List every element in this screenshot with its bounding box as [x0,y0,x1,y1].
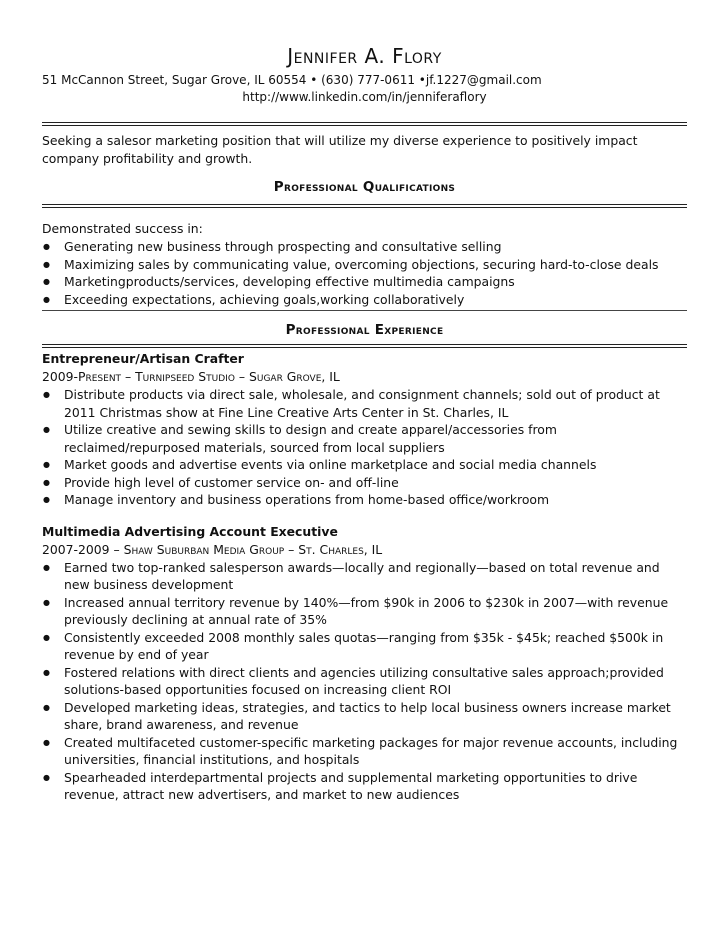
resume-page [42,0,687,804]
job-title: Multimedia Advertising Account Executive [42,523,338,539]
list-item: ● Market goods and advertise events via online marketplace and social media channels [42,456,687,474]
list-item: ● Increased annual territory revenue by 140%—from $90k in 2006 to $230k in 2007—with revenue previously declining at annual rate of 35% [42,594,687,629]
list-item: ● Distribute products via direct sale, wholesale, and consignment channels; sold out of product at 2011 Christmas show at Fine Line Creative Arts Center in St. Charles, IL [42,386,687,421]
job-entry-2 [42,523,687,804]
list-item: ● Fostered relations with direct clients and agencies utilizing consultative sales approach;provided solutions-based opportunities focused on increasing client ROI [42,664,687,699]
list-item: ● Developed marketing ideas, strategies, and tactics to help local business owners increase market share, brand awareness, and revenue [42,699,687,734]
experience-divider [42,344,687,348]
experience-divider-top [42,310,687,311]
list-item: ● Provide high level of customer service on- and off-line [42,474,687,492]
section-title-experience: Professional Experience [285,322,444,338]
qualifications-list [42,238,687,308]
job-entry-1 [42,350,687,509]
qualifications-divider [42,204,687,208]
contact-block [42,72,687,106]
objective-statement: Seeking a salesor marketing position that will utilize my diverse experience to positively impact company profitability and growth. [42,133,638,166]
list-item: ● Generating new business through prospecting and consultative selling [42,238,687,256]
job-title: Entrepreneur/Artisan Crafter [42,351,244,366]
list-item: ● Created multifaceted customer-specific marketing packages for major revenue accounts, including universities, financial institutions, and hospitals [42,734,687,769]
list-item: ● Utilize creative and sewing skills to design and create apparel/accessories from reclaimed/repurposed materials, sourced from local suppliers [42,421,687,456]
list-item: ● Exceeding expectations, achieving goals,working collaboratively [42,291,687,309]
contact-linkedin-url: http://www.linkedin.com/in/jenniferaflory [242,90,487,104]
section-title-qualifications: Professional Qualifications [273,179,456,195]
header-divider [42,122,687,126]
job-bullets [42,386,687,509]
list-item: ● Marketingproducts/services, developing effective multimedia campaigns [42,273,687,291]
job-bullets [42,559,687,804]
list-item: ● Earned two top-ranked salesperson awards—locally and regionally—based on total revenue and new business development [42,559,687,594]
list-item: ● Maximizing sales by communicating value, overcoming objections, securing hard-to-close deals [42,256,687,274]
job-meta: 2009-Present – Turnipseed Studio – Sugar Grove, IL [42,369,340,384]
contact-address-phone-email: 51 McCannon Street, Sugar Grove, IL 60554 • (630) 777-0611 •jf.1227@gmail.com [42,73,542,87]
qualifications-intro: Demonstrated success in: [42,221,203,236]
list-item: ● Manage inventory and business operations from home-based office/workroom [42,491,687,509]
list-item: ● Consistently exceeded 2008 monthly sales quotas—ranging from $35k - $45k; reached $500k in revenue by end of year [42,629,687,664]
job-meta: 2007-2009 – Shaw Suburban Media Group – St. Charles, IL [42,541,383,557]
list-item: ● Spearheaded interdepartmental projects and supplemental marketing opportunities to drive revenue, attract new advertisers, and market to new audiences [42,769,687,804]
candidate-name: Jennifer A. Flory [287,44,442,68]
